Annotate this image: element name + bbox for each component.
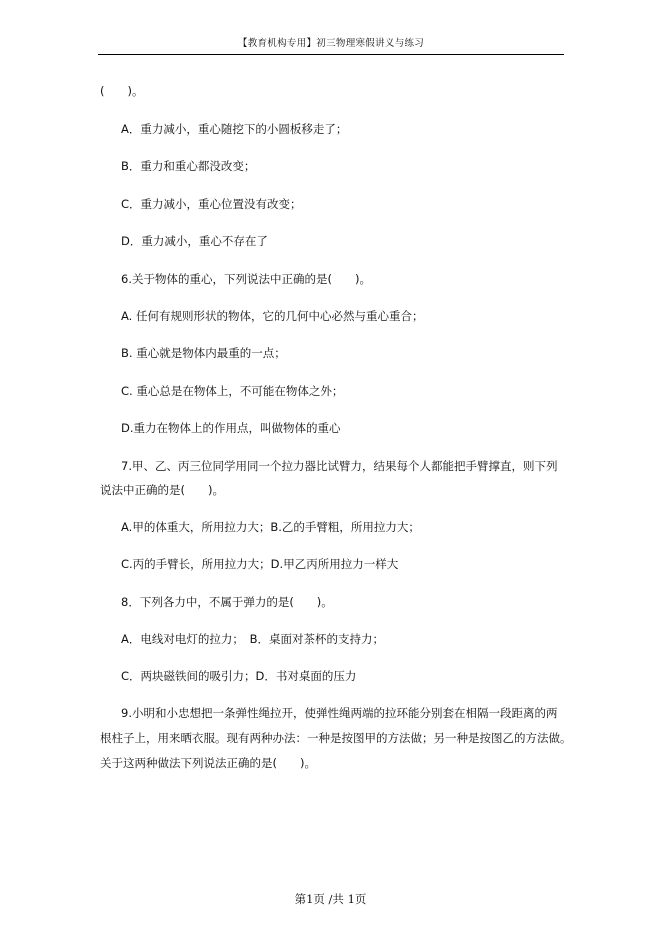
text-line: 7.甲、乙、丙三位同学用同一个拉力器比试臂力，结果每个人都能把手臂撑直，则下列 [121, 459, 558, 473]
text-line: A．电线对电灯的拉力； B．桌面对茶杯的支持力； [121, 632, 385, 646]
text-line: C.丙的手臂长，所用拉力大；D.甲乙丙所用拉力一样大 [121, 557, 399, 571]
text-line: 说法中正确的是( )。 [100, 483, 224, 497]
text-line: C．重力减小，重心位置没有改变； [121, 197, 302, 211]
page-number: 第1页 /共 1页 [294, 892, 367, 906]
text-line: C．两块磁铁间的吸引力；D．书对桌面的压力 [121, 669, 357, 683]
text-line: 8．下列各力中，不属于弹力的是( )。 [121, 595, 333, 609]
text-line: D.重力在物体上的作用点，叫做物体的重心 [121, 421, 341, 435]
text-line: 9.小明和小忠想把一条弹性绳拉开，使弹性绳两端的拉环能分别套在相隔一段距离的两 [121, 706, 558, 720]
text-line: 根柱子上，用来晒衣服。现有两种办法：一种是按图甲的方法做；另一种是按图乙的方法做。 [100, 731, 572, 745]
text-line: B．重力和重心都没改变； [121, 159, 256, 173]
text-line: 关于这两种做法下列说法正确的是( )。 [100, 756, 316, 770]
text-line: D．重力减小，重心不存在了 [121, 234, 268, 248]
text-line: 6.关于物体的重心，下列说法中正确的是( )。 [121, 272, 371, 286]
text-line: A. 任何有规则形状的物体，它的几何中心必然与重心重合； [121, 309, 424, 323]
text-line: A.甲的体重大，所用拉力大；B.乙的手臂粗，所用拉力大； [121, 520, 420, 534]
text-line: B. 重心就是物体内最重的一点； [121, 346, 286, 360]
text-line: C. 重心总是在物体上，不可能在物体之外； [121, 384, 344, 398]
page-header: 【教育机构专用】初三物理寒假讲义与练习 [98, 38, 564, 55]
text-line: A．重力减小，重心随挖下的小圆板移走了； [121, 122, 348, 136]
text-line: ( )。 [100, 84, 144, 98]
